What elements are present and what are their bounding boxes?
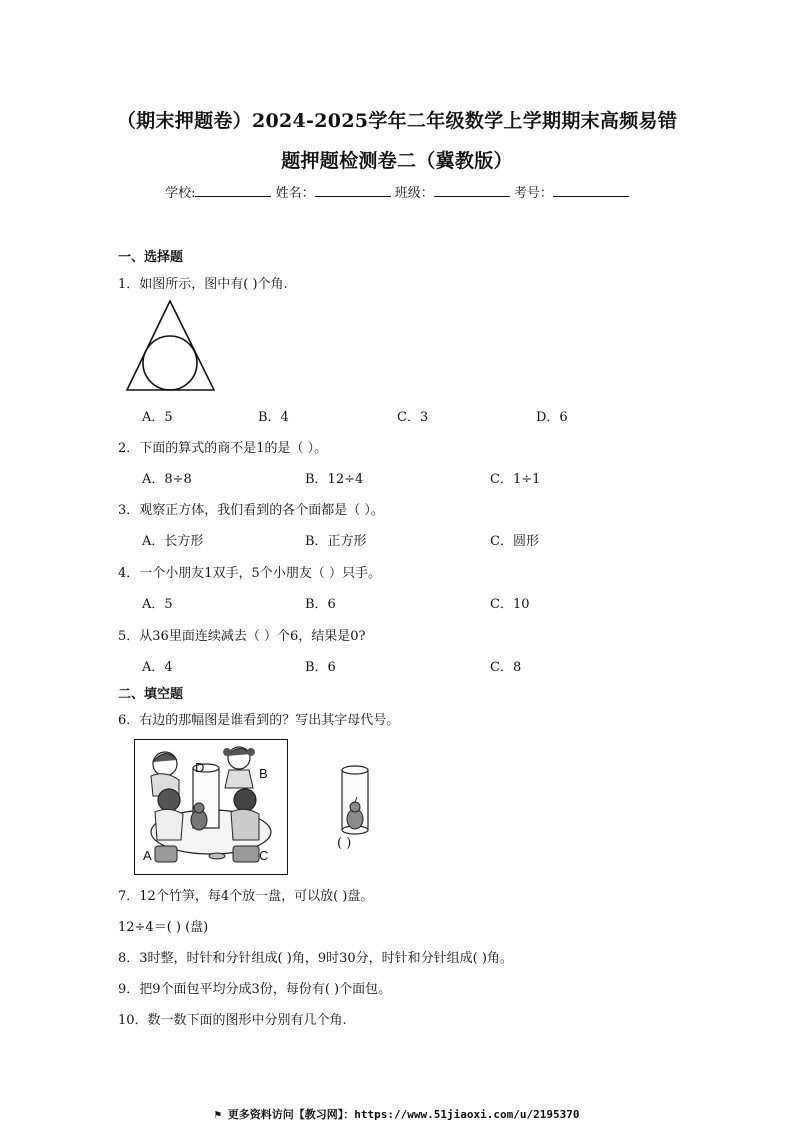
label-b: B [259, 766, 268, 781]
footer-link[interactable] [0, 1106, 794, 1122]
student-info-line [0, 182, 794, 201]
q4-option-a[interactable]: A．5 [142, 597, 173, 612]
q1-option-d[interactable]: D．6 [536, 410, 568, 425]
q4-option-b[interactable]: B．6 [305, 597, 336, 612]
q6-answer-blank[interactable]: ( ) [337, 836, 352, 851]
section-heading-choice: 一、选择题 [118, 250, 184, 265]
question-2: 2．下面的算式的商不是1的是（ ）。 [118, 441, 328, 456]
question-7-formula: 12÷4＝( ) (盘) [118, 920, 209, 935]
q3-option-a[interactable]: A．长方形 [142, 534, 204, 549]
label-d: D [195, 760, 205, 775]
flag-icon: ⚑ [214, 1108, 228, 1121]
q2-option-b[interactable]: B．12÷4 [305, 472, 364, 487]
name-blank[interactable] [315, 184, 391, 197]
question-9: 9．把9个面包平均分成3份，每份有( )个面包。 [118, 982, 392, 997]
q1-option-b[interactable]: B．4 [258, 410, 289, 425]
triangle-circle-figure [124, 298, 218, 394]
label-a: A [143, 848, 152, 863]
name-label: 姓名： [275, 186, 315, 201]
question-10: 10．数一数下面的图形中分别有几个角. [118, 1013, 347, 1028]
footer-text: 更多资料访问【教习网】：https://www.51jiaoxi.com/u/2195370 [227, 1108, 580, 1121]
cylinder-pear-figure [338, 765, 372, 835]
q3-option-b[interactable]: B．正方形 [305, 534, 367, 549]
question-1: 1．如图所示，图中有( )个角. [118, 277, 288, 292]
q2-option-c[interactable]: C．1÷1 [490, 472, 541, 487]
question-5: 5．从36里面连续减去（ ）个6，结果是0? [118, 629, 366, 644]
q2-option-a[interactable]: A．8÷8 [142, 472, 192, 487]
section-heading-fill: 二、填空题 [118, 687, 184, 702]
kids-observation-scene [134, 739, 288, 875]
q1-option-a[interactable]: A．5 [142, 410, 173, 425]
question-4: 4．一个小朋友1双手，5个小朋友（ ）只手。 [118, 566, 381, 581]
page-title-line1: （期末押题卷）2024-2025学年二年级数学上学期期末高频易错 [116, 110, 678, 132]
q4-option-c[interactable]: C．10 [490, 597, 530, 612]
question-8: 8．3时整，时针和分针组成( )角，9时30分，时针和分针组成( )角。 [118, 951, 513, 966]
q1-option-c[interactable]: C．3 [397, 410, 429, 425]
question-6: 6．右边的那幅图是谁看到的？写出其字母代号。 [118, 713, 400, 728]
q5-option-b[interactable]: B．6 [305, 660, 336, 675]
question-7: 7．12个竹笋，每4个放一盘，可以放( )盘。 [118, 889, 374, 904]
q5-option-c[interactable]: C．8 [490, 660, 522, 675]
school-label: 学校: [165, 186, 196, 201]
label-c: C [259, 848, 269, 863]
school-blank[interactable] [195, 184, 271, 197]
q3-option-c[interactable]: C．圆形 [490, 534, 539, 549]
class-label: 班级： [394, 186, 434, 201]
q5-option-a[interactable]: A．4 [142, 660, 173, 675]
question-3: 3．观察正方体，我们看到的各个面都是（ ）。 [118, 503, 384, 518]
examno-blank[interactable] [553, 184, 629, 197]
class-blank[interactable] [434, 184, 510, 197]
page-title-line2: 题押题检测卷二（冀教版） [281, 150, 513, 172]
examno-label: 考号： [513, 186, 553, 201]
circle-shape [143, 336, 197, 390]
triangle-shape [127, 301, 214, 390]
